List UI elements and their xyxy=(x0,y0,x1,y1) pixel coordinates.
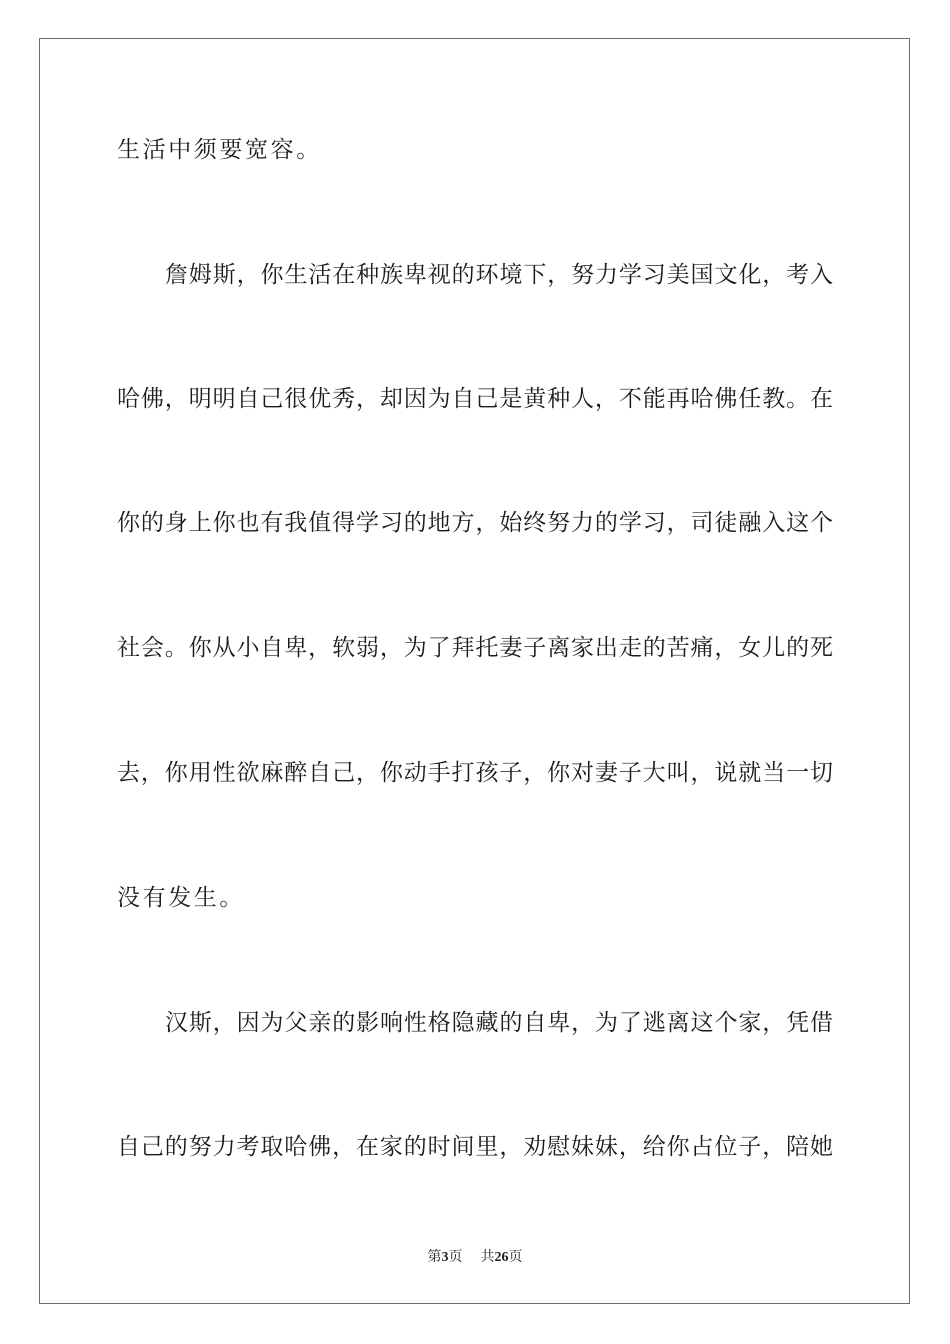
current-page-number: 3 xyxy=(441,1250,449,1265)
total-suffix: 页 xyxy=(508,1249,523,1265)
text-line-3: 哈佛，明明自己很优秀，却因为自己是黄种人，不能再哈佛任教。在 xyxy=(117,386,833,412)
page-prefix: 第 xyxy=(427,1249,442,1265)
text-line-4: 你的身上你也有我值得学习的地方，始终努力的学习，司徒融入这个 xyxy=(117,510,833,536)
text-line-7: 没有发生。 xyxy=(117,885,245,911)
page-border xyxy=(39,38,910,1304)
text-line-8: 汉斯，因为父亲的影响性格隐藏的自卑，为了逃离这个家，凭借 xyxy=(165,1010,833,1036)
page-footer xyxy=(0,1248,950,1267)
total-prefix: 共 xyxy=(480,1249,495,1265)
text-line-2: 詹姆斯，你生活在种族卑视的环境下，努力学习美国文化，考入 xyxy=(165,262,833,288)
text-line-9: 自己的努力考取哈佛，在家的时间里，劝慰妹妹，给你占位子，陪她 xyxy=(117,1134,833,1160)
text-line-1: 生活中须要宽容。 xyxy=(117,137,322,163)
text-line-6: 去，你用性欲麻醉自己，你动手打孩子，你对妻子大叫，说就当一切 xyxy=(117,760,833,786)
text-line-5: 社会。你从小自卑，软弱，为了拜托妻子离家出走的苦痛，女儿的死 xyxy=(117,635,833,661)
total-pages-number: 26 xyxy=(494,1250,509,1265)
page-suffix: 页 xyxy=(448,1249,463,1265)
